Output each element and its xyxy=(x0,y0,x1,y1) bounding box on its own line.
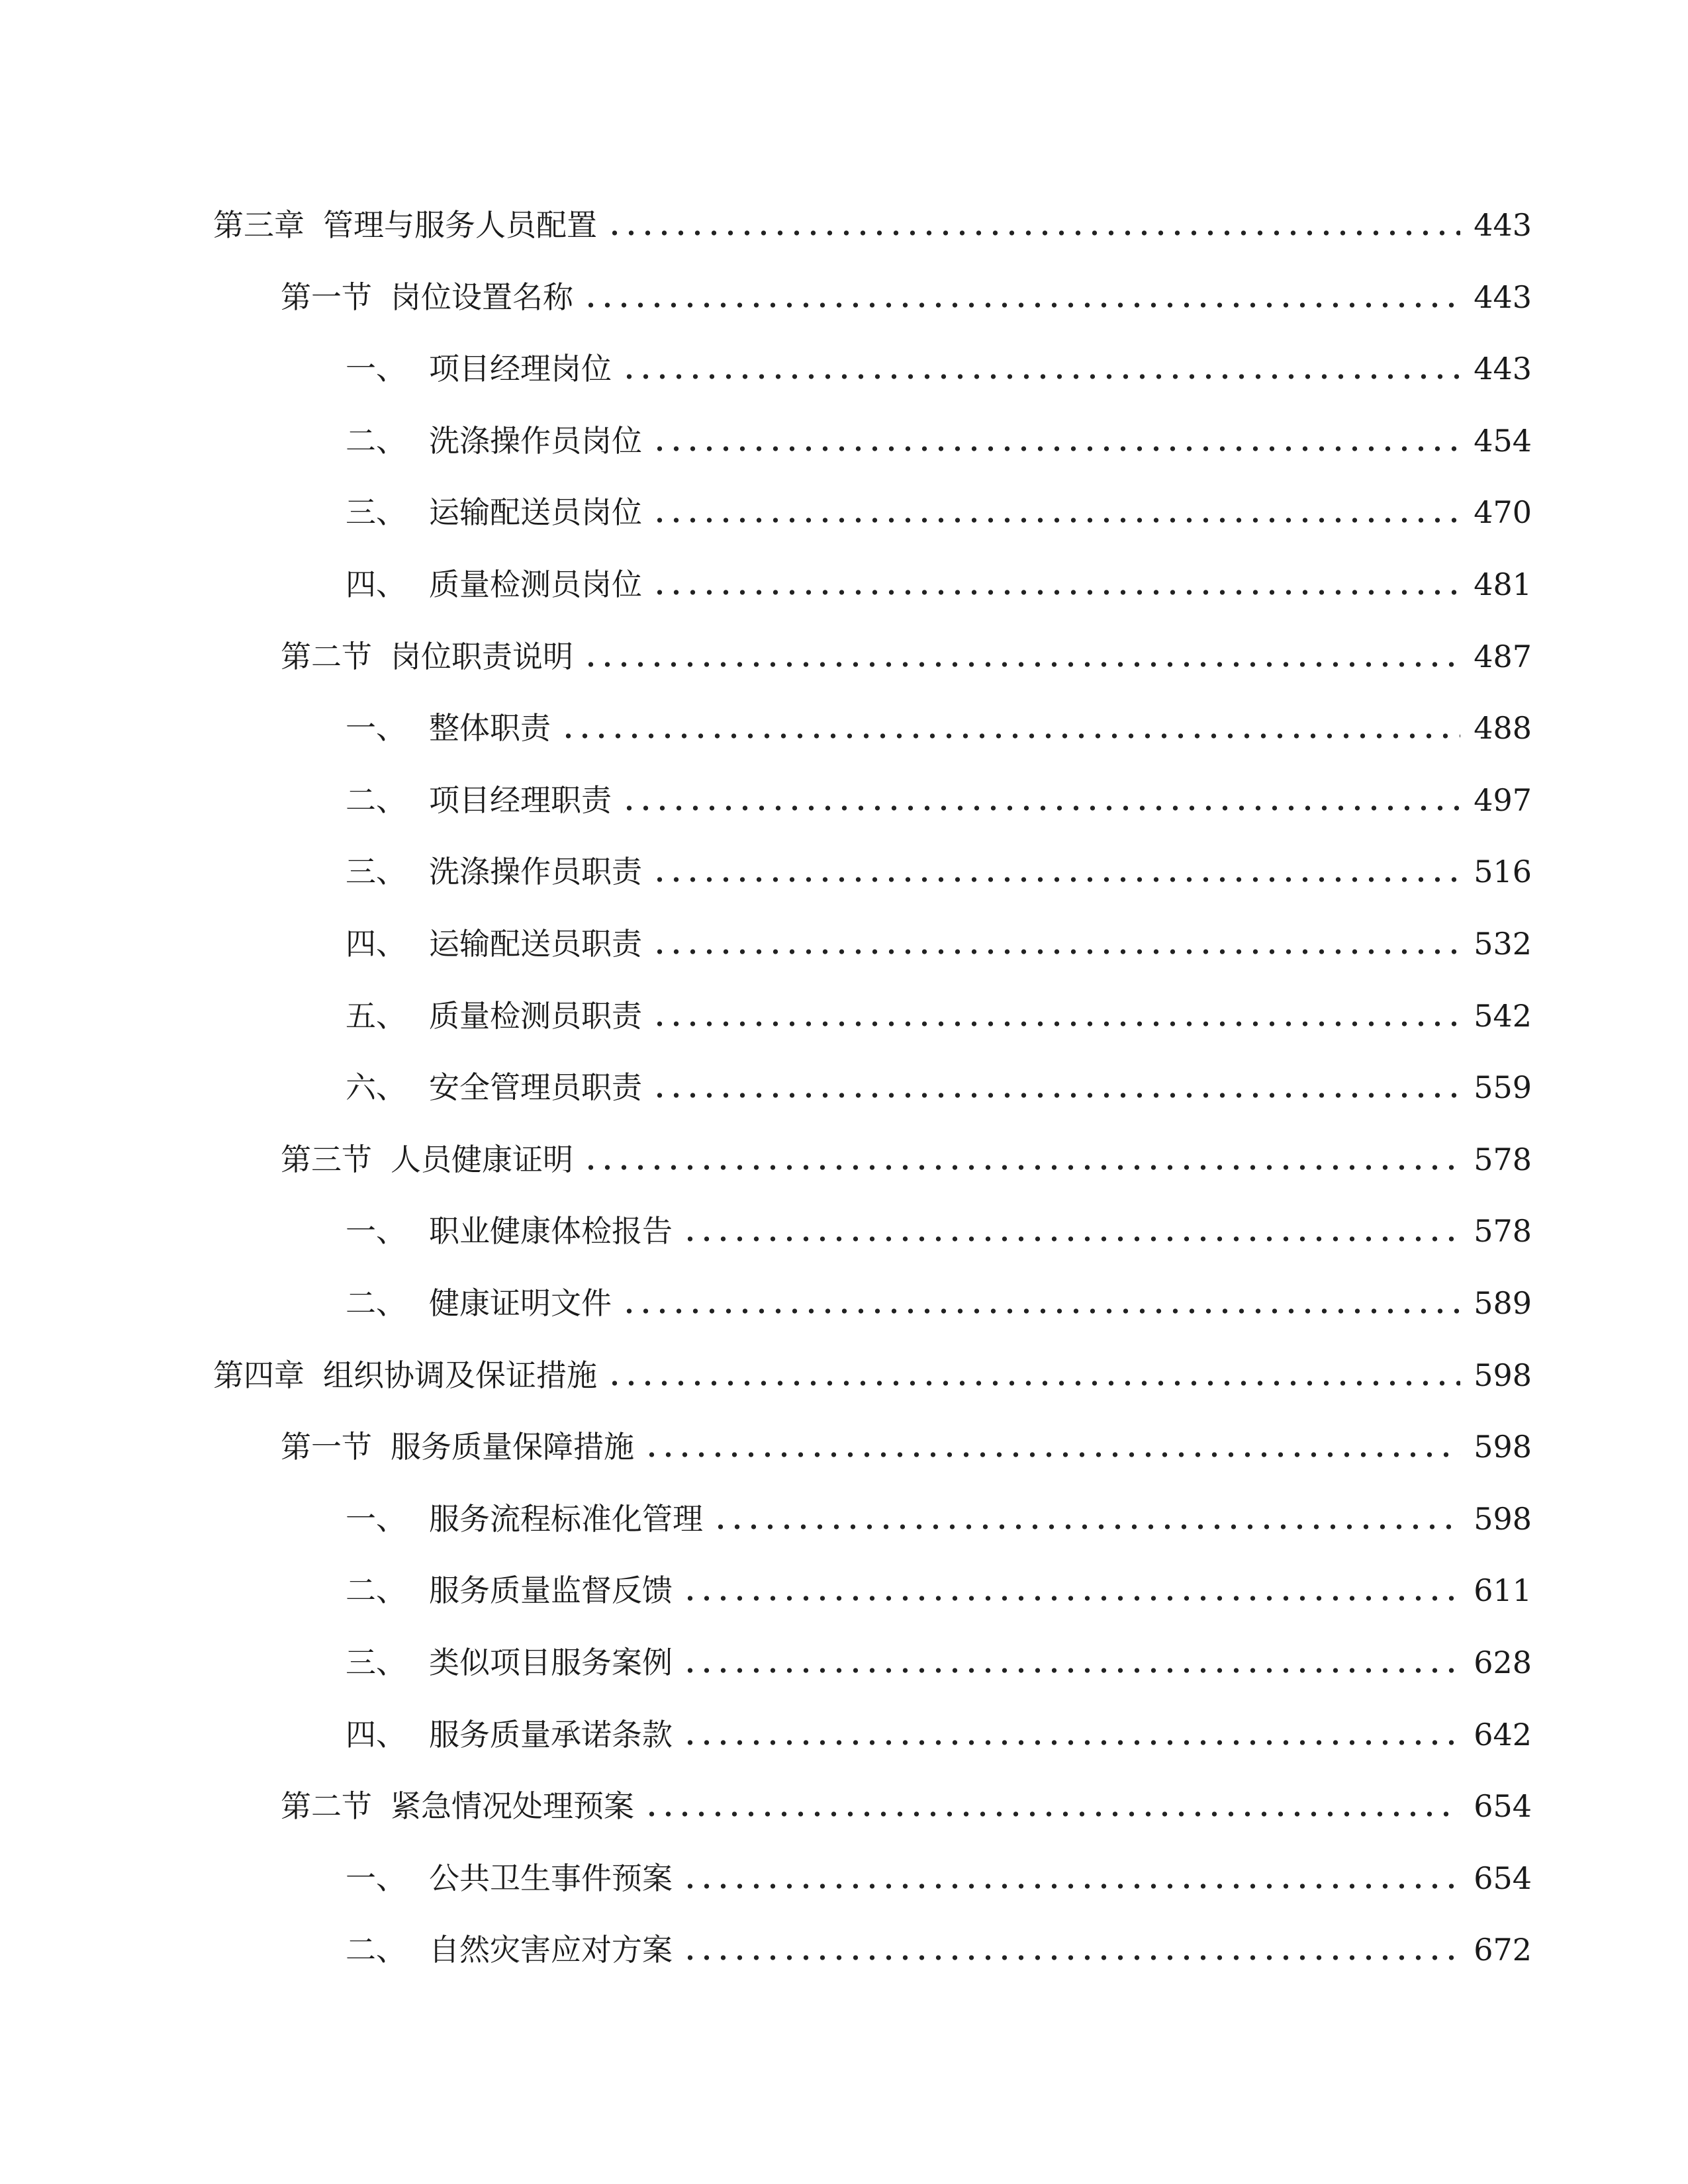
toc-entry-page-number: 532 xyxy=(1474,926,1532,962)
toc-entry-page-number: 443 xyxy=(1474,207,1532,243)
toc-entry[interactable] xyxy=(0,1702,1688,1754)
dot-leader xyxy=(651,1020,1460,1028)
toc-entry-title: 组织协调及保证措施 xyxy=(323,1357,597,1393)
toc-entry-page-number: 516 xyxy=(1474,854,1532,889)
dot-leader xyxy=(651,445,1460,453)
toc-entry-page-number: 542 xyxy=(1474,998,1532,1034)
toc-entry-number: 四、 xyxy=(346,567,406,602)
toc-entry-number: 第三节 xyxy=(281,1142,372,1177)
toc-entry-page-number: 598 xyxy=(1474,1429,1532,1465)
toc-entry-page-number: 559 xyxy=(1474,1069,1532,1105)
dot-leader xyxy=(606,229,1460,237)
dot-leader xyxy=(643,1451,1460,1459)
toc-entry[interactable] xyxy=(0,336,1688,388)
toc-entry[interactable] xyxy=(0,1342,1688,1395)
toc-entry-title: 类似项目服务案例 xyxy=(429,1645,673,1680)
toc-entry-title: 运输配送员岗位 xyxy=(429,494,642,530)
toc-entry-number: 一、 xyxy=(346,710,406,746)
dot-leader xyxy=(651,876,1460,884)
toc-entry-page-number: 578 xyxy=(1474,1142,1532,1177)
toc-entry-title: 运输配送员职责 xyxy=(429,926,642,962)
dot-leader xyxy=(583,301,1460,309)
toc-entry-title: 岗位设置名称 xyxy=(391,279,573,315)
toc-entry-number: 一、 xyxy=(346,1501,406,1537)
toc-entry-number: 二、 xyxy=(346,1932,406,1968)
toc-entry-number: 一、 xyxy=(346,1213,406,1249)
toc-entry-title: 管理与服务人员配置 xyxy=(323,207,597,243)
toc-entry[interactable] xyxy=(0,983,1688,1036)
toc-entry[interactable] xyxy=(0,695,1688,748)
dot-leader xyxy=(682,1739,1460,1747)
toc-entry[interactable] xyxy=(0,192,1688,245)
toc-entry-page-number: 470 xyxy=(1474,494,1532,530)
toc-entry-page-number: 578 xyxy=(1474,1213,1532,1249)
dot-leader xyxy=(560,732,1460,740)
toc-entry-number: 二、 xyxy=(346,782,406,818)
toc-entry-page-number: 589 xyxy=(1474,1285,1532,1321)
dot-leader xyxy=(682,1882,1460,1890)
toc-entry-number: 六、 xyxy=(346,1069,406,1105)
toc-entry-page-number: 654 xyxy=(1474,1860,1532,1896)
toc-entry-title: 洗涤操作员岗位 xyxy=(429,423,642,459)
dot-leader xyxy=(606,1379,1460,1387)
toc-entry[interactable] xyxy=(0,408,1688,461)
toc-entry-title: 健康证明文件 xyxy=(429,1285,612,1321)
toc-entry-title: 职业健康体检报告 xyxy=(429,1213,673,1249)
toc-entry[interactable] xyxy=(0,1270,1688,1323)
toc-entry-number: 第四章 xyxy=(213,1357,305,1393)
toc-entry[interactable] xyxy=(0,623,1688,676)
toc-entry[interactable] xyxy=(0,1845,1688,1898)
toc-entry-page-number: 454 xyxy=(1474,423,1532,459)
toc-entry-number: 第一节 xyxy=(281,1429,372,1465)
toc-entry-number: 第二节 xyxy=(281,1788,372,1824)
toc-entry-title: 自然灾害应对方案 xyxy=(429,1932,673,1968)
toc-entry-number: 第一节 xyxy=(281,279,372,315)
dot-leader xyxy=(682,1666,1460,1674)
toc-entry-number: 四、 xyxy=(346,1717,406,1752)
toc-entry-number: 三、 xyxy=(346,494,406,530)
toc-entry-number: 一、 xyxy=(346,351,406,387)
toc-entry-title: 服务流程标准化管理 xyxy=(429,1501,703,1537)
toc-entry-number: 三、 xyxy=(346,1645,406,1680)
toc-entry-page-number: 497 xyxy=(1474,782,1532,818)
toc-entry-page-number: 672 xyxy=(1474,1932,1532,1968)
toc-entry[interactable] xyxy=(0,1054,1688,1107)
toc-entry-title: 项目经理岗位 xyxy=(429,351,612,387)
toc-entry-title: 公共卫生事件预案 xyxy=(429,1860,673,1896)
toc-entry-number: 五、 xyxy=(346,998,406,1034)
toc-entry-page-number: 488 xyxy=(1474,710,1532,746)
toc-entry-title: 整体职责 xyxy=(429,710,551,746)
toc-entry[interactable] xyxy=(0,839,1688,891)
dot-leader xyxy=(682,1235,1460,1243)
dot-leader xyxy=(651,1091,1460,1099)
toc-entry-page-number: 598 xyxy=(1474,1501,1532,1537)
dot-leader xyxy=(583,660,1460,668)
dot-leader xyxy=(651,588,1460,596)
dot-leader xyxy=(682,1954,1460,1962)
dot-leader xyxy=(583,1163,1460,1171)
toc-entry[interactable] xyxy=(0,479,1688,532)
toc-entry-title: 服务质量保障措施 xyxy=(391,1429,634,1465)
toc-entry-title: 质量检测员岗位 xyxy=(429,567,642,602)
dot-leader xyxy=(621,804,1460,812)
toc-entry[interactable] xyxy=(0,1557,1688,1610)
toc-entry-title: 服务质量承诺条款 xyxy=(429,1717,673,1752)
toc-entry-page-number: 443 xyxy=(1474,279,1532,315)
toc-entry-page-number: 487 xyxy=(1474,639,1532,674)
toc-entry-title: 服务质量监督反馈 xyxy=(429,1572,673,1608)
toc-entry-title: 人员健康证明 xyxy=(391,1142,573,1177)
dot-leader xyxy=(651,516,1460,524)
dot-leader xyxy=(682,1594,1460,1602)
toc-entry-page-number: 642 xyxy=(1474,1717,1532,1752)
toc-entry-number: 一、 xyxy=(346,1860,406,1896)
toc-entry-title: 紧急情况处理预案 xyxy=(391,1788,634,1824)
toc-entry-number: 二、 xyxy=(346,1572,406,1608)
toc-entry-number: 二、 xyxy=(346,423,406,459)
toc-entry-number: 四、 xyxy=(346,926,406,962)
toc-entry-number: 第二节 xyxy=(281,639,372,674)
toc-entry[interactable] xyxy=(0,551,1688,604)
toc-entry[interactable] xyxy=(0,1486,1688,1539)
toc-entry-page-number: 598 xyxy=(1474,1357,1532,1393)
toc-entry-title: 岗位职责说明 xyxy=(391,639,573,674)
toc-entry-title: 项目经理职责 xyxy=(429,782,612,818)
toc-entry[interactable] xyxy=(0,911,1688,964)
toc-entry[interactable] xyxy=(0,1126,1688,1179)
dot-leader xyxy=(643,1810,1460,1818)
dot-leader xyxy=(651,948,1460,956)
toc-entry-title: 质量检测员职责 xyxy=(429,998,642,1034)
toc-entry[interactable] xyxy=(0,1917,1688,1970)
toc-entry-page-number: 611 xyxy=(1474,1572,1532,1608)
toc-entry[interactable] xyxy=(0,1198,1688,1251)
toc-entry-page-number: 628 xyxy=(1474,1645,1532,1680)
toc-entry-page-number: 443 xyxy=(1474,351,1532,387)
toc-entry-number: 第三章 xyxy=(213,207,305,243)
toc-entry-number: 三、 xyxy=(346,854,406,889)
toc-entry[interactable] xyxy=(0,1629,1688,1682)
toc-entry-page-number: 654 xyxy=(1474,1788,1532,1824)
toc-entry-title: 洗涤操作员职责 xyxy=(429,854,642,889)
toc-entry-page-number: 481 xyxy=(1474,567,1532,602)
toc-entry[interactable] xyxy=(0,1414,1688,1467)
dot-leader xyxy=(621,1307,1460,1315)
toc-entry-number: 二、 xyxy=(346,1285,406,1321)
dot-leader xyxy=(712,1523,1460,1531)
toc-entry-title: 安全管理员职责 xyxy=(429,1069,642,1105)
dot-leader xyxy=(621,373,1460,381)
toc-entry[interactable] xyxy=(0,264,1688,317)
toc-entry[interactable] xyxy=(0,767,1688,820)
toc-entry[interactable] xyxy=(0,1773,1688,1826)
